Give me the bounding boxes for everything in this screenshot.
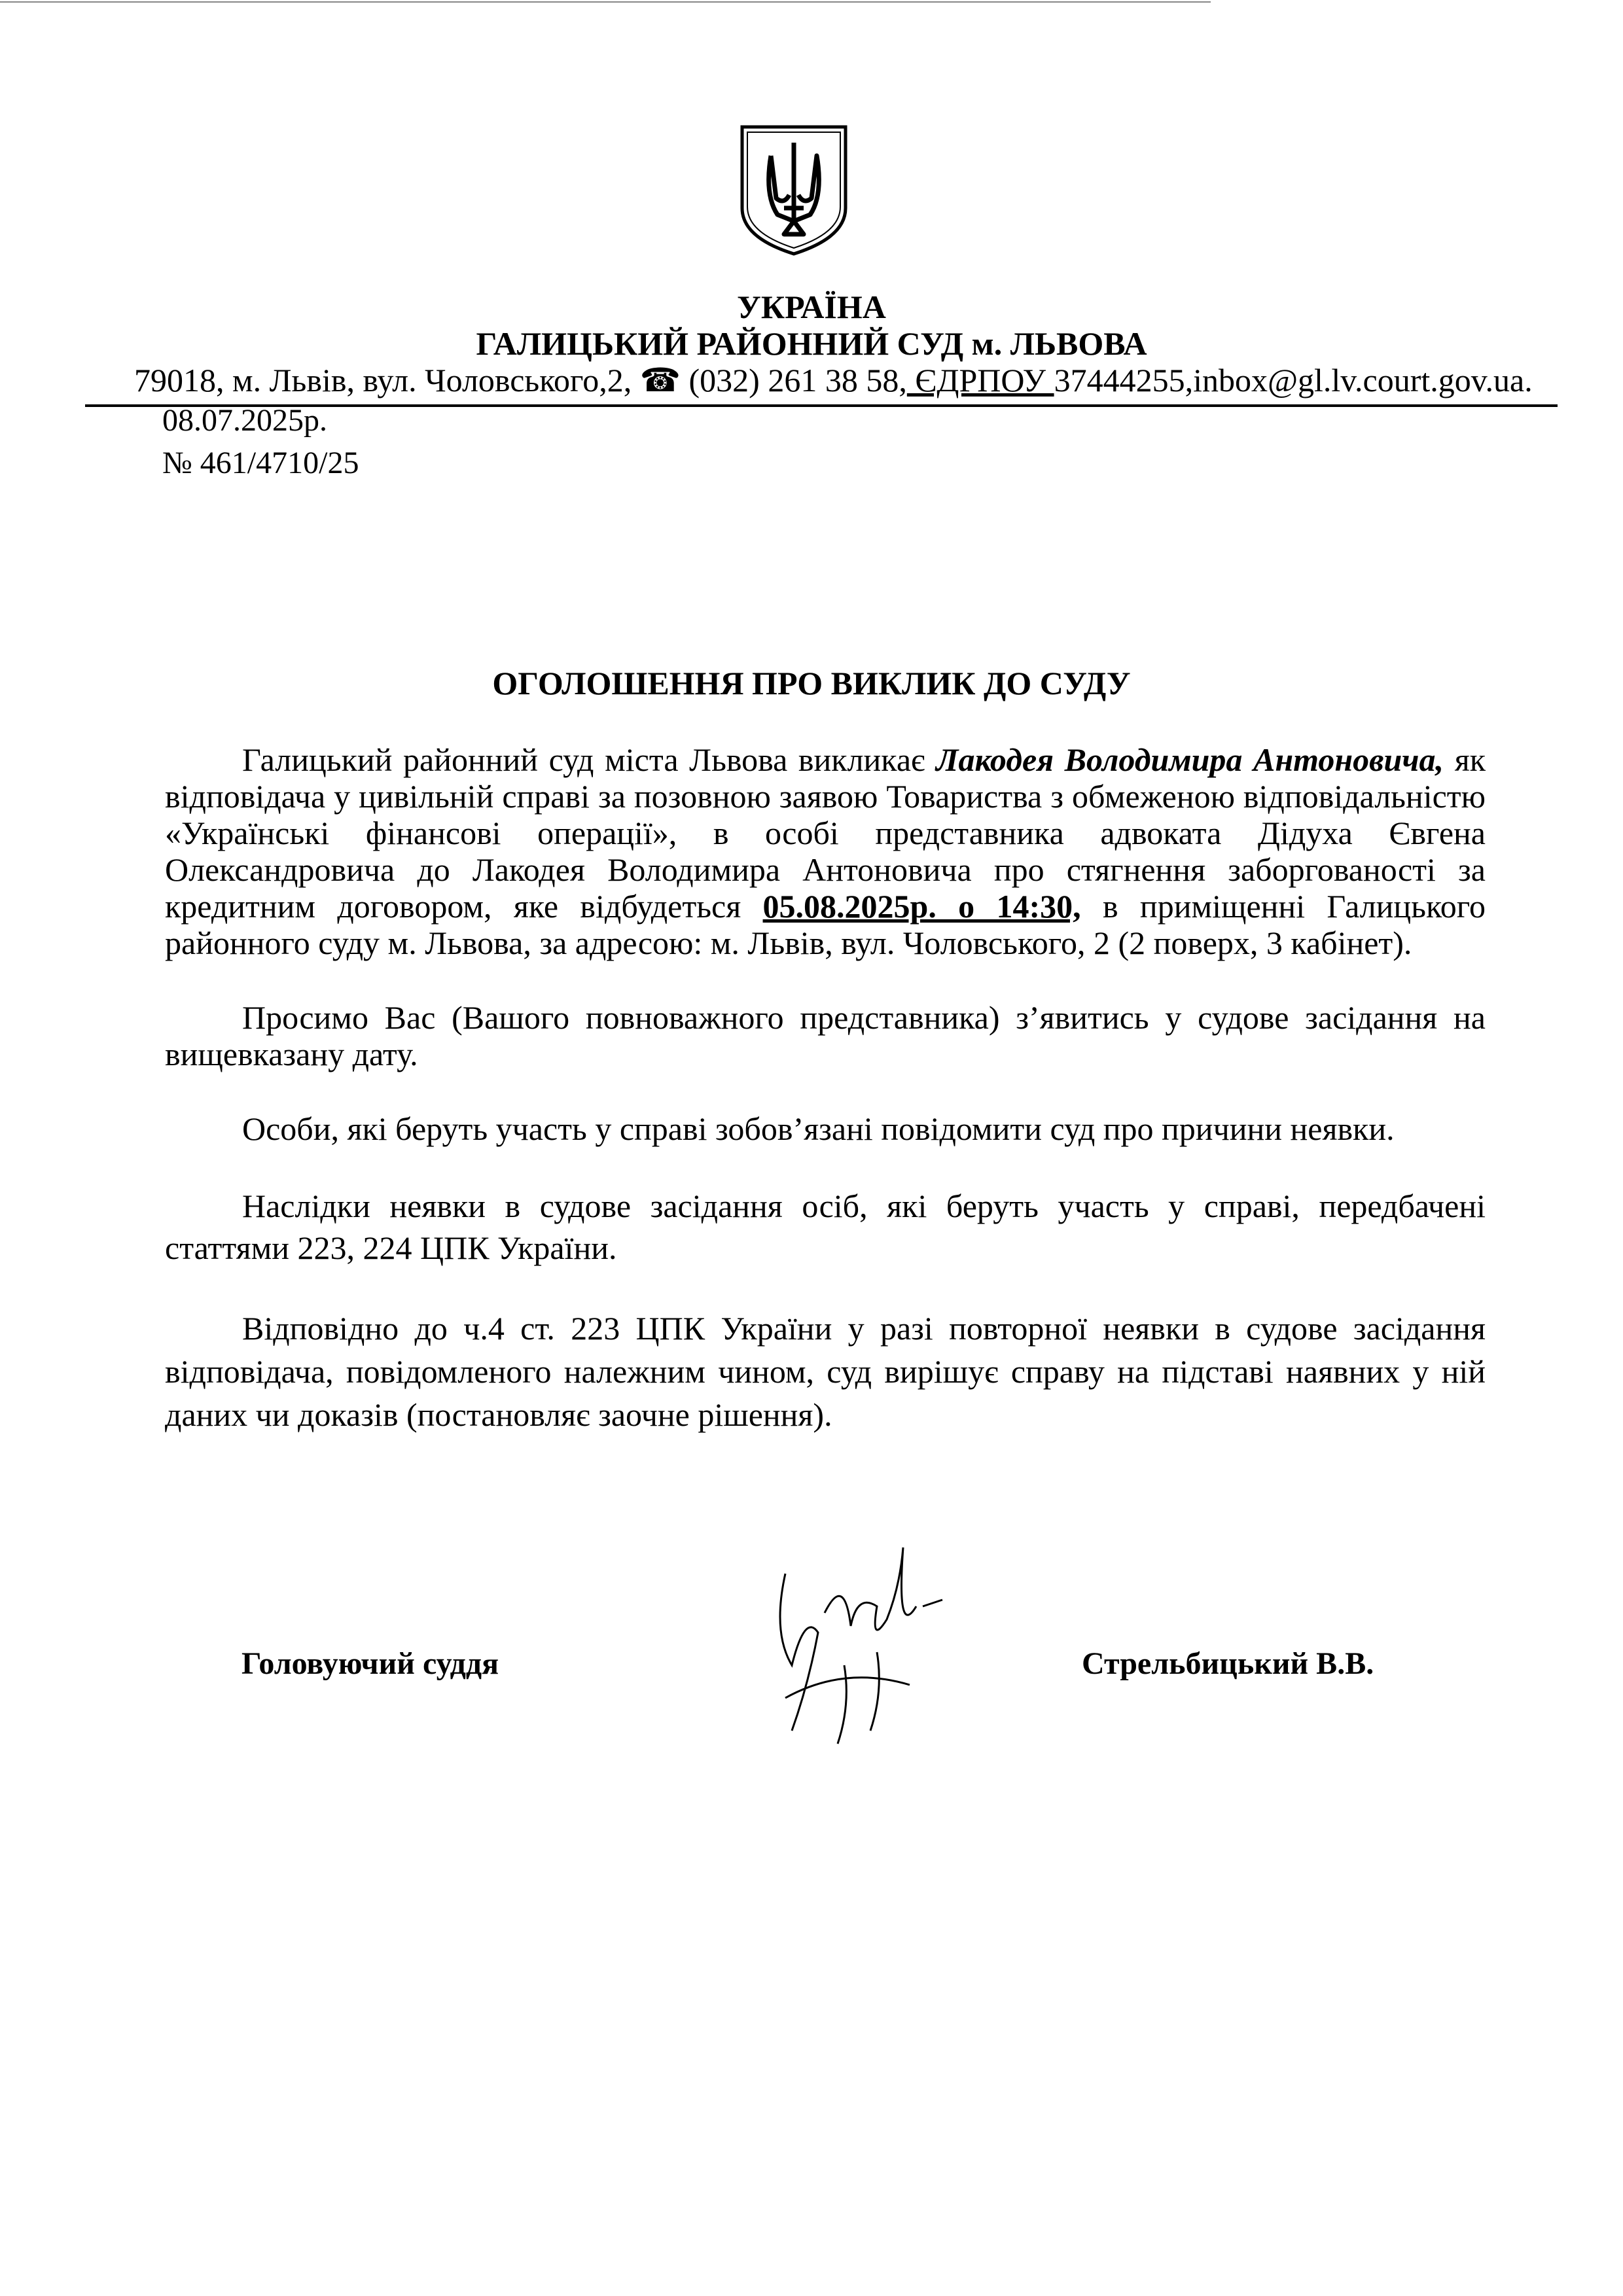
paragraph-default-judgment: Відповідно до ч.4 ст. 223 ЦПК України у разі повторної неявки в судове засідання відповідача, повідомленого належним чином, суд вирішує справу на підставі наявних у ній даних чи доказів (постановляє заочне рішення).	[165, 1310, 1486, 1433]
phone-number: (032) 261 38 58,	[688, 362, 907, 398]
judge-role: Головуючий суддя	[241, 1646, 499, 1681]
court-name-heading: ГАЛИЦЬКИЙ РАЙОННИЙ СУД м. ЛЬВОВА	[476, 325, 1147, 362]
document-number: № 461/4710/25	[162, 446, 359, 480]
defendant-name: Лакодея Володимира Антоновича,	[936, 741, 1444, 778]
document-body	[165, 741, 1486, 1436]
paragraph-summons	[165, 741, 1486, 961]
phone-icon: ☎	[639, 362, 681, 398]
paragraph-notice: Особи, які беруть участь у справі зобов’язані повідомити суд про причини неявки.	[242, 1110, 1395, 1147]
p1-text-2: як відповідача у цивільній справі за позовною заявою Товариства з обмеженою відповідальністю «Українські фінансові операції», в особі представника адвоката Дідуха Євгена Олександровича до Лакодея Володимира Антоновича про стягнення заборгованості за кредитним договором, яке відбудеться	[165, 741, 1486, 925]
document-date: 08.07.2025р.	[162, 403, 327, 438]
coat-of-arms-icon	[738, 123, 849, 257]
paragraph-request: Просимо Вас (Вашого повноважного представника) з’явитись у судове засідання на вищевказану дату.	[165, 999, 1486, 1072]
edrpou-email[interactable]: 37444255,inbox@gl.lv.court.gov.ua.	[1054, 362, 1533, 398]
edrpou-label: ЄДРПОУ	[906, 362, 1054, 398]
court-address-line	[134, 361, 1533, 399]
hearing-datetime: 05.08.2025р. о 14:30,	[762, 888, 1081, 925]
address-text: 79018, м. Львів, вул. Чоловського,2,	[134, 362, 640, 398]
signature-icon	[746, 1534, 962, 1757]
p1-text-3: в приміщенні Галицького районного суду м. Львова, за адресою: м. Львів, вул. Чоловського, 2 (2 поверх, 3 кабінет).	[165, 888, 1486, 961]
paragraph-consequences: Наслідки неявки в судове засідання осіб, які беруть участь у справі, передбачені статтями 223, 224 ЦПК України.	[165, 1188, 1486, 1266]
judge-name: Стрельбицький В.В.	[1082, 1646, 1374, 1681]
document-title: ОГОЛОШЕННЯ ПРО ВИКЛИК ДО СУДУ	[492, 665, 1131, 701]
p1-text: Галицький районний суд міста Львова викликає	[242, 741, 936, 778]
country-heading: УКРАЇНА	[737, 289, 886, 325]
scan-edge-line	[0, 1, 1211, 3]
